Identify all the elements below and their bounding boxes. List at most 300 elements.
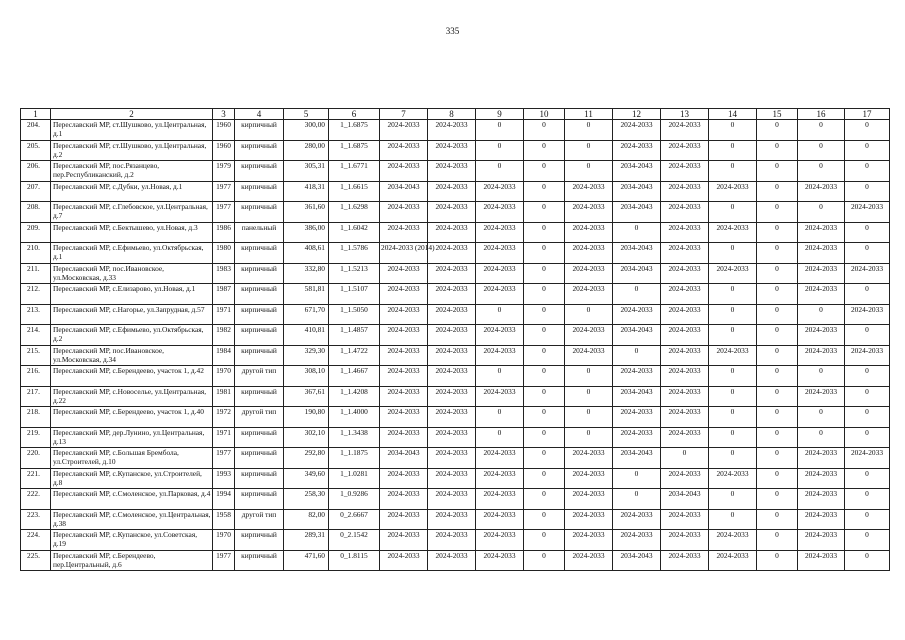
table-cell: 1_1.6875 [329,140,380,161]
table-cell: 0 [524,181,565,202]
table-cell: 0 [798,202,845,223]
column-header-1: 1 [21,109,51,120]
table-cell: кирпичный [235,243,284,264]
table-cell: 2024-2033 [613,366,661,387]
table-cell: 1970 [213,366,235,387]
table-cell: 2024-2033 [476,325,524,346]
table-cell: 2024-2033 [380,345,428,366]
table-cell: 2024-2033 [798,448,845,469]
table-cell: 361,60 [284,202,329,223]
table-cell: 2024-2033 [798,550,845,571]
table-cell: Переславский МР, с.Берендеево, участок 1, д.42 [51,366,213,387]
table-cell: Переславский МР, ст.Шушково, ул.Центральная, д.1 [51,120,213,141]
table-cell: 2024-2033 [613,427,661,448]
table-cell: 2034-2043 [661,489,709,510]
table-cell: 0 [845,120,890,141]
table-cell: 0 [709,366,757,387]
table-cell: 0 [845,325,890,346]
column-header-16: 16 [798,109,845,120]
table-cell: 0 [565,161,613,182]
table-cell: 2024-2033 [476,243,524,264]
table-cell: 2024-2033 (2014) [380,243,428,264]
table-cell: 0 [709,161,757,182]
table-row [21,448,890,469]
table-cell: 1_1.5050 [329,304,380,325]
table-cell: 0 [476,407,524,428]
table-cell: 0_1.8115 [329,550,380,571]
table-cell: 0 [613,222,661,243]
table-cell: 2024-2033 [661,468,709,489]
table-cell: 2024-2033 [798,345,845,366]
table-cell: 1_1.4667 [329,366,380,387]
table-cell: Переславский МР, пос.Ивановское, ул.Московская, д.33 [51,263,213,284]
table-cell: 210. [21,243,51,264]
table-cell: 0 [524,366,565,387]
table-cell: кирпичный [235,263,284,284]
table-cell: 0 [845,530,890,551]
table-cell: 207. [21,181,51,202]
table-cell: 0 [798,140,845,161]
table-cell: 1987 [213,284,235,305]
table-cell: кирпичный [235,140,284,161]
table-cell: 2024-2033 [565,468,613,489]
table-cell: 2024-2033 [565,181,613,202]
table-cell: 2024-2033 [798,386,845,407]
table-cell: 2024-2033 [709,468,757,489]
table-cell: Переславский МР, с.Ефимьево, ул.Октябрьская, д.1 [51,243,213,264]
table-cell: 305,31 [284,161,329,182]
table-cell: 1_1.4208 [329,386,380,407]
table-cell: 0_2.6667 [329,509,380,530]
table-cell: 2024-2033 [661,509,709,530]
table-cell: 2024-2033 [476,386,524,407]
table-cell: 308,10 [284,366,329,387]
table-cell: кирпичный [235,530,284,551]
table-cell: 0 [524,325,565,346]
table-cell: 2024-2033 [565,345,613,366]
table-cell: 2024-2033 [661,222,709,243]
column-header-15: 15 [757,109,798,120]
table-cell: 1970 [213,530,235,551]
table-cell: 0 [709,304,757,325]
table-cell: 0 [565,120,613,141]
table-cell: 2024-2033 [380,325,428,346]
table-row [21,468,890,489]
table-cell: 1971 [213,304,235,325]
table-cell: 2024-2033 [565,489,613,510]
table-cell: 0 [845,386,890,407]
table-cell: 211. [21,263,51,284]
table-cell: 0 [709,120,757,141]
table-cell: 581,81 [284,284,329,305]
table-cell: 0 [524,140,565,161]
table-cell: 0 [757,530,798,551]
table-cell: 0 [613,468,661,489]
table-row [21,202,890,223]
table-cell: 2024-2033 [476,284,524,305]
table-cell: 2024-2033 [428,202,476,223]
table-cell: 2024-2033 [380,509,428,530]
table-cell: 1_1.6875 [329,120,380,141]
table-cell: 0 [613,489,661,510]
table-cell: другой тип [235,407,284,428]
table-cell: 1972 [213,407,235,428]
table-cell: 2024-2033 [380,489,428,510]
table-cell: 1_1.5213 [329,263,380,284]
table-cell: 2024-2033 [380,407,428,428]
table-cell: 2024-2033 [613,407,661,428]
table-cell: 2024-2033 [709,550,757,571]
table-cell: 2024-2033 [613,140,661,161]
table-cell: 0 [565,407,613,428]
table-cell: 2024-2033 [661,427,709,448]
table-cell: Переславский МР, с.Елизарово, ул.Новая, д.1 [51,284,213,305]
table-cell: 208. [21,202,51,223]
table-cell: 2024-2033 [380,120,428,141]
table-cell: 418,31 [284,181,329,202]
table-cell: 2024-2033 [476,263,524,284]
column-header-9: 9 [476,109,524,120]
table-cell: 219. [21,427,51,448]
table-cell: 2024-2033 [476,448,524,469]
page-number: 335 [445,26,460,36]
table-cell: 222. [21,489,51,510]
table-cell: 2024-2033 [845,345,890,366]
table-cell: 0 [524,263,565,284]
column-header-10: 10 [524,109,565,120]
table-row [21,386,890,407]
column-header-11: 11 [565,109,613,120]
table-cell: 0 [709,284,757,305]
table-cell: 225. [21,550,51,571]
table-cell: 0 [757,407,798,428]
table-cell: 0 [476,366,524,387]
table-cell: 1971 [213,427,235,448]
table-cell: 2024-2033 [428,140,476,161]
column-header-7: 7 [380,109,428,120]
table-cell: кирпичный [235,448,284,469]
table-cell: 2024-2033 [428,407,476,428]
table-cell: 1_1.4000 [329,407,380,428]
table-cell: 2024-2033 [661,284,709,305]
table-cell: 2024-2033 [428,284,476,305]
table-cell: 0 [757,550,798,571]
table-cell: 0 [524,509,565,530]
table-cell: 2034-2043 [613,202,661,223]
table-cell: 2024-2033 [798,243,845,264]
table-cell: 0 [524,489,565,510]
table-cell: 223. [21,509,51,530]
table-row [21,263,890,284]
table-cell: 2034-2043 [380,181,428,202]
table-cell: 2034-2043 [613,243,661,264]
table-cell: 0 [524,120,565,141]
table-cell: 0 [524,161,565,182]
table-cell: 190,80 [284,407,329,428]
table-cell: кирпичный [235,181,284,202]
table-cell: 2024-2033 [565,243,613,264]
table-cell: 0 [524,304,565,325]
table-cell: 2024-2033 [661,140,709,161]
table-cell: 2024-2033 [380,202,428,223]
table-cell: 0 [524,284,565,305]
table-cell: 0 [565,427,613,448]
table-cell: 212. [21,284,51,305]
table-cell: 2024-2033 [428,530,476,551]
table-cell: 2024-2033 [476,222,524,243]
table-cell: 0 [524,448,565,469]
table-cell: 2024-2033 [565,263,613,284]
table-cell: 2024-2033 [613,304,661,325]
table-cell: 300,00 [284,120,329,141]
table-cell: 2024-2033 [845,448,890,469]
table-cell: 0 [709,407,757,428]
table-cell: 0 [613,345,661,366]
table-cell: 2024-2033 [709,530,757,551]
table-cell: 0 [565,366,613,387]
table-row [21,489,890,510]
column-header-17: 17 [845,109,890,120]
table-row [21,530,890,551]
table-cell: Переславский МР, с.Купанское, ул.Советская, д.19 [51,530,213,551]
table-cell: 2024-2033 [428,427,476,448]
table-cell: 2024-2033 [613,530,661,551]
table-cell: 0 [757,427,798,448]
table-cell: 215. [21,345,51,366]
table-cell: 2024-2033 [798,263,845,284]
table-cell: 0 [798,304,845,325]
column-header-4: 4 [235,109,284,120]
table-row [21,345,890,366]
table-row [21,509,890,530]
table-cell: 0 [757,161,798,182]
table-cell: 0 [845,407,890,428]
table-cell: 2024-2033 [380,284,428,305]
table-cell: 0 [709,202,757,223]
table-cell: 2024-2033 [565,509,613,530]
table-cell: 2034-2043 [613,263,661,284]
table-row [21,366,890,387]
table-cell: 0 [798,161,845,182]
table-cell: 2024-2033 [798,284,845,305]
table-cell: 0 [565,140,613,161]
table-cell: 0 [757,243,798,264]
table-cell: 0 [757,284,798,305]
table-cell: 2024-2033 [798,181,845,202]
table-cell: другой тип [235,509,284,530]
table-cell: 0 [757,366,798,387]
table-cell: 1_1.0281 [329,468,380,489]
table-cell: 2024-2033 [709,181,757,202]
housing-register-table [20,108,890,571]
table-cell: 1958 [213,509,235,530]
table-cell: 2024-2033 [845,304,890,325]
table-cell: 0 [757,140,798,161]
table-cell: 408,61 [284,243,329,264]
table-cell: 0 [524,427,565,448]
table-row [21,550,890,571]
table-cell: 258,30 [284,489,329,510]
table-cell: 2024-2033 [709,345,757,366]
table-cell: 2024-2033 [428,489,476,510]
table-cell: 2024-2033 [428,222,476,243]
table-row [21,407,890,428]
table-cell: 280,00 [284,140,329,161]
table-cell: 0 [524,407,565,428]
table-cell: 0 [709,140,757,161]
table-cell: 0 [476,120,524,141]
table-cell: 2024-2033 [380,263,428,284]
table-body [21,120,890,571]
column-header-13: 13 [661,109,709,120]
table-cell: 2024-2033 [661,386,709,407]
table-cell: 0 [524,468,565,489]
table-cell: 221. [21,468,51,489]
table-cell: 0 [476,304,524,325]
table-cell: 1_1.6042 [329,222,380,243]
table-cell: 0 [757,202,798,223]
table-cell: 2024-2033 [661,345,709,366]
table-cell: 2024-2033 [380,550,428,571]
table-cell: 2024-2033 [428,304,476,325]
table-cell: 1_1.4857 [329,325,380,346]
table-cell: 367,61 [284,386,329,407]
table-cell: Переславский МР, с.Глебовское, ул.Центральная, д.7 [51,202,213,223]
table-cell: 289,31 [284,530,329,551]
table-cell: 1_1.4722 [329,345,380,366]
table-cell: кирпичный [235,284,284,305]
table-cell: 2024-2033 [565,202,613,223]
table-cell: кирпичный [235,345,284,366]
table-cell: 2024-2033 [661,366,709,387]
table-cell: кирпичный [235,550,284,571]
table-cell: 0 [845,489,890,510]
table-cell: 1_1.3438 [329,427,380,448]
table-cell: 0 [524,550,565,571]
table-cell: 0 [476,161,524,182]
table-cell: Переславский МР, с.Дубки, ул.Новая, д.1 [51,181,213,202]
table-cell: 2024-2033 [798,509,845,530]
table-cell: 2024-2033 [661,407,709,428]
table-cell: 0 [757,386,798,407]
table-cell: 1_1.5107 [329,284,380,305]
table-cell: 0 [845,284,890,305]
table-cell: 0 [476,140,524,161]
table-cell: Переславский МР, с.Нагорье, ул.Запрудная, д.57 [51,304,213,325]
table-cell: 0 [565,386,613,407]
table-cell: 0 [845,427,890,448]
table-cell: 2024-2033 [476,509,524,530]
table-cell: 292,80 [284,448,329,469]
table-cell: кирпичный [235,202,284,223]
table-cell: 1977 [213,181,235,202]
table-cell: 1_1.1875 [329,448,380,469]
table-cell: 0 [757,468,798,489]
table-cell: кирпичный [235,120,284,141]
table-cell: 2024-2033 [565,448,613,469]
table-cell: 1982 [213,325,235,346]
table-cell: Переславский МР, с.Купанское, ул.Строителей, д.8 [51,468,213,489]
table-cell: 2024-2033 [565,284,613,305]
table-cell: 0 [845,161,890,182]
column-number-header-row [21,109,890,120]
table-cell: 0 [845,181,890,202]
table-cell: 329,30 [284,345,329,366]
table-cell: 0 [524,202,565,223]
table-cell: 216. [21,366,51,387]
table-cell: 2024-2033 [798,222,845,243]
table-cell: 224. [21,530,51,551]
table-cell: 2024-2033 [380,530,428,551]
table-cell: 0 [798,366,845,387]
table-cell: 1_1.6771 [329,161,380,182]
column-header-8: 8 [428,109,476,120]
table-cell: 2024-2033 [709,222,757,243]
table-cell: 2024-2033 [845,263,890,284]
table-cell: Переславский МР, с.Новоселье, ул.Центральная, д.22 [51,386,213,407]
table-cell: кирпичный [235,489,284,510]
table-cell: 2024-2033 [661,530,709,551]
table-cell: Переславский МР, с.Большая Брембола, ул.Строителей, д.10 [51,448,213,469]
table-cell: 1983 [213,263,235,284]
table-cell: 2034-2043 [380,448,428,469]
table-cell: 2024-2033 [661,243,709,264]
table-cell: 2024-2033 [380,427,428,448]
table-cell: 671,70 [284,304,329,325]
table-cell: Переславский МР, пос.Ивановское, ул.Московская, д.34 [51,345,213,366]
table-cell: 0 [757,222,798,243]
table-cell: 2024-2033 [428,181,476,202]
table-cell: 349,60 [284,468,329,489]
table-cell: 2024-2033 [613,120,661,141]
table-cell: 0 [845,366,890,387]
table-cell: 0 [757,304,798,325]
table-cell: 0 [524,345,565,366]
table-cell: 1984 [213,345,235,366]
table-cell: 2024-2033 [476,530,524,551]
table-cell: 214. [21,325,51,346]
table-row [21,181,890,202]
table-cell: 2024-2033 [798,468,845,489]
table-cell: 2024-2033 [428,243,476,264]
table-cell: 2024-2033 [428,386,476,407]
table-row [21,120,890,141]
table-cell: 204. [21,120,51,141]
table-cell: Переславский МР, с.Смоленское, ул.Парковая, д.4 [51,489,213,510]
table-cell: 2024-2033 [845,202,890,223]
table-cell: 2024-2033 [798,325,845,346]
table-cell: 2024-2033 [476,550,524,571]
table-cell: 2024-2033 [661,325,709,346]
table-cell: 2024-2033 [565,325,613,346]
table-cell: 2024-2033 [428,509,476,530]
table-cell: 0 [757,325,798,346]
table-cell: Переславский МР, с.Ефимьево, ул.Октябрьская, д.2 [51,325,213,346]
table-cell: Переславский МР, с.Берендеево, пер.Центральный, д.6 [51,550,213,571]
column-header-2: 2 [51,109,213,120]
table-cell: 218. [21,407,51,428]
table-cell: 0 [709,509,757,530]
table-cell: 0 [757,181,798,202]
table-cell: 0 [757,263,798,284]
table-cell: 2024-2033 [476,181,524,202]
table-cell: кирпичный [235,325,284,346]
table-cell: 0 [709,243,757,264]
table-cell: 0 [798,120,845,141]
column-header-5: 5 [284,109,329,120]
table-cell: 2024-2033 [428,345,476,366]
table-cell: 2034-2043 [613,181,661,202]
